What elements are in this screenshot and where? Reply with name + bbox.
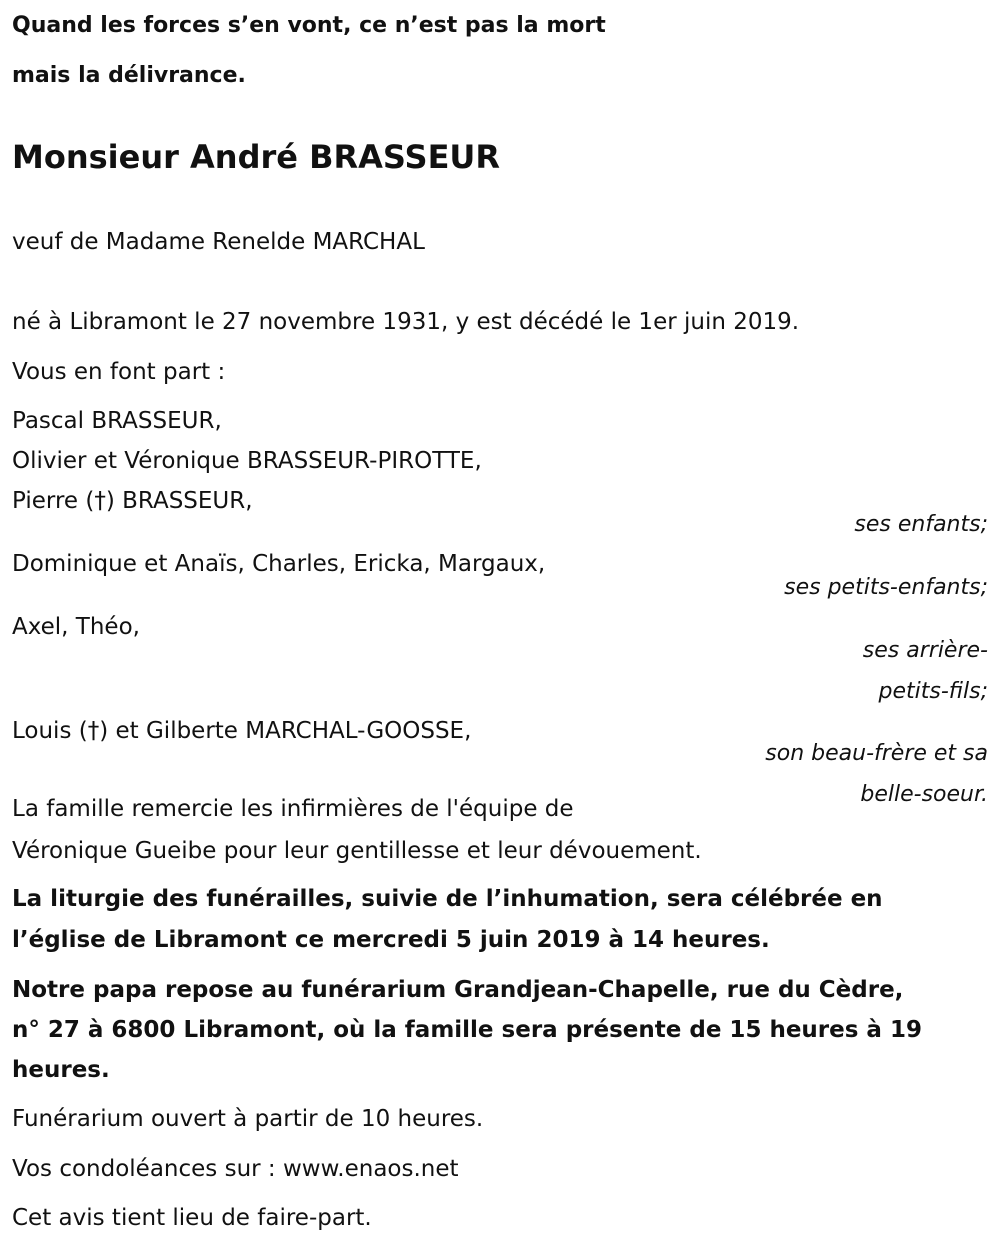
quote-line-1: Quand les forces s’en vont, ce n’est pas la mort [12,13,606,38]
rest-line-1: Notre papa repose au funérarium Grandjean-Chapelle, rue du Cèdre, [12,977,904,1003]
in-laws: Louis (†) et Gilberte MARCHAL-GOOSSE, [12,718,472,744]
in-laws-label-2: belle-soeur. [860,782,988,807]
grandchildren: Dominique et Anaïs, Charles, Ericka, Margaux, [12,551,546,577]
liturgy-line-1: La liturgie des funérailles, suivie de l’inhumation, sera célébrée en [12,886,883,912]
child-3: Pierre (†) BRASSEUR, [12,488,253,514]
notice-line: Cet avis tient lieu de faire-part. [12,1205,372,1231]
quote-line-2: mais la délivrance. [12,63,246,88]
rest-line-2: n° 27 à 6800 Libramont, où la famille sera présente de 15 heures à 19 [12,1017,922,1043]
opening-line: Funérarium ouvert à partir de 10 heures. [12,1106,484,1132]
page-title: Monsieur André BRASSEUR [12,138,501,176]
thanks-line-1: La famille remercie les infirmières de l'équipe de [12,796,574,822]
great-grandchildren-label-2: petits-fils; [878,679,988,704]
great-grandchildren-label-1: ses arrière- [862,638,988,663]
condolences-line: Vos condoléances sur : www.enaos.net [12,1156,459,1182]
widower-line: veuf de Madame Renelde MARCHAL [12,229,425,255]
child-2: Olivier et Véronique BRASSEUR-PIROTTE, [12,448,482,474]
great-grandchildren: Axel, Théo, [12,614,140,640]
child-1: Pascal BRASSEUR, [12,408,222,434]
thanks-line-2: Véronique Gueibe pour leur gentillesse et leur dévouement. [12,838,702,864]
rest-line-3: heures. [12,1057,110,1083]
grandchildren-label: ses petits-enfants; [784,575,988,600]
birth-death-line: né à Libramont le 27 novembre 1931, y est décédé le 1er juin 2019. [12,309,800,335]
liturgy-line-2: l’église de Libramont ce mercredi 5 juin 2019 à 14 heures. [12,927,770,953]
announce-line: Vous en font part : [12,359,226,385]
children-label: ses enfants; [854,512,988,537]
in-laws-label-1: son beau-frère et sa [765,741,988,766]
